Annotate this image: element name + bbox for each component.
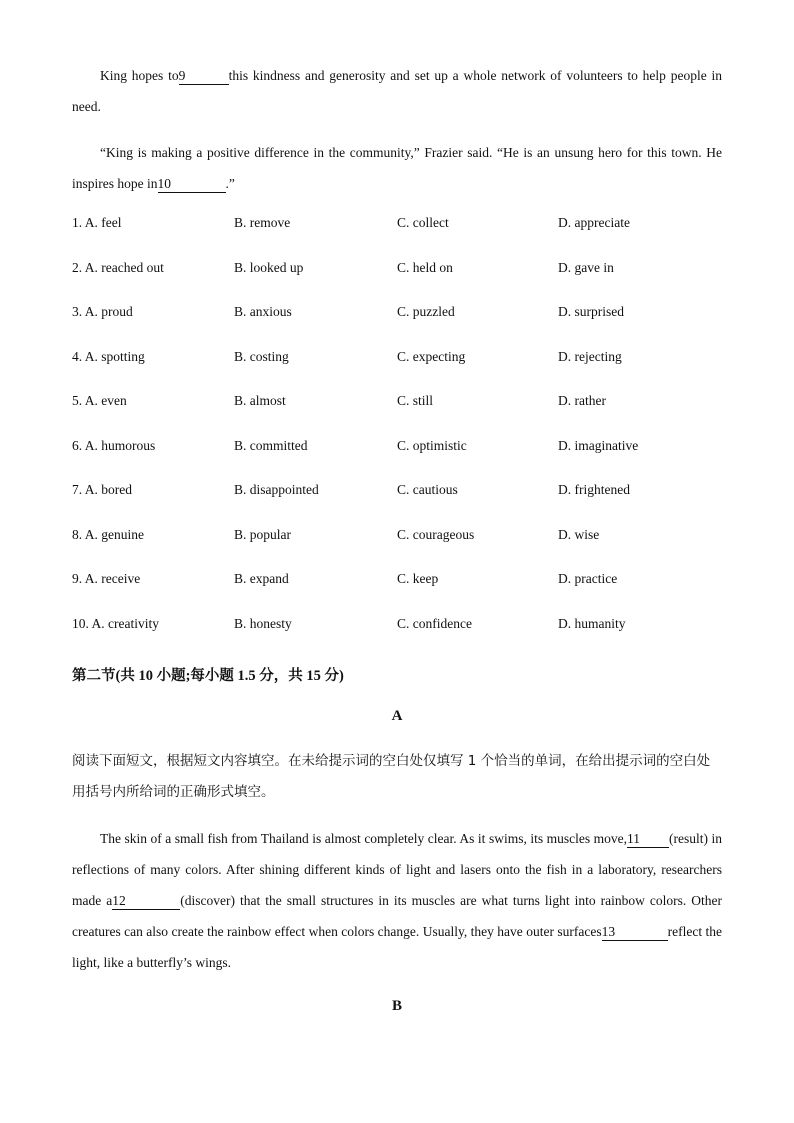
passage-text: The skin of a small fish from Thailand is almost completely clear. As it swims, its muscles move, xyxy=(100,831,627,846)
option-row-4 xyxy=(72,349,722,394)
option-d[interactable]: D. imaginative xyxy=(558,437,639,453)
option-d[interactable]: D. practice xyxy=(558,571,618,586)
option-c[interactable]: C. expecting xyxy=(397,348,466,364)
blank-13[interactable]: 13 xyxy=(602,924,668,941)
passage-text: this kindness and generosity and set up a whole network of volunteers to help people in need. xyxy=(72,68,723,114)
option-d[interactable]: D. wise xyxy=(558,526,600,542)
blank-11[interactable]: 11 xyxy=(627,831,669,848)
option-row-5 xyxy=(72,393,722,438)
option-a[interactable]: 6. A. humorous xyxy=(72,437,156,453)
option-b[interactable]: B. popular xyxy=(234,526,291,542)
option-b[interactable]: B. expand xyxy=(234,571,289,586)
option-b[interactable]: B. honesty xyxy=(234,615,292,631)
option-row-10 xyxy=(72,616,722,661)
option-b[interactable]: B. disappointed xyxy=(234,482,319,497)
answer-options xyxy=(72,215,722,660)
passage-text: .” xyxy=(225,176,235,191)
option-d[interactable]: D. rather xyxy=(558,393,606,408)
option-row-8 xyxy=(72,527,722,572)
option-a[interactable]: 8. A. genuine xyxy=(72,526,144,542)
blank-10[interactable]: 10 xyxy=(158,176,226,193)
option-c[interactable]: C. cautious xyxy=(397,482,458,497)
option-c[interactable]: C. puzzled xyxy=(397,304,455,319)
option-b[interactable]: B. committed xyxy=(234,437,308,453)
option-row-6 xyxy=(72,438,722,483)
passage-text: “King is making a positive difference in the community,” Frazier said. “He is an unsung hero for this town. He inspires hope in xyxy=(72,145,722,191)
option-d[interactable]: D. frightened xyxy=(558,482,630,497)
option-a[interactable]: 3. A. proud xyxy=(72,304,133,319)
blank-12[interactable]: 12 xyxy=(112,893,180,910)
section-heading: 第二节(共 10 小题;每小题 1.5 分，共 15 分) xyxy=(72,668,344,684)
option-b[interactable]: B. looked up xyxy=(234,259,304,275)
option-a[interactable]: 9. A. receive xyxy=(72,571,141,586)
option-row-2 xyxy=(72,260,722,305)
option-d[interactable]: D. appreciate xyxy=(558,215,630,230)
passage-label-a: A xyxy=(391,708,403,724)
option-c[interactable]: C. held on xyxy=(397,259,453,275)
option-row-1 xyxy=(72,215,722,260)
passage-text: (result) in reflections of many colors. After shining different kinds of light and lasers onto the fish in a laboratory, researchers made a xyxy=(72,831,722,908)
option-c[interactable]: C. still xyxy=(397,393,434,408)
passage-text: King hopes to xyxy=(100,68,179,83)
passage-paragraph-1 xyxy=(72,60,722,122)
option-c[interactable]: C. keep xyxy=(397,571,439,586)
passage-label-b: B xyxy=(391,998,402,1014)
instruction-text: 阅读下面短文，根据短文内容填空。在未给提示词的空白处仅填写 1 个恰当的单词，在给出提示词的空白处用括号内所给词的正确形式填空。 xyxy=(72,753,711,800)
passage-text: reflect the light, like a butterfly’s wings. xyxy=(72,924,722,970)
option-d[interactable]: D. rejecting xyxy=(558,348,622,364)
option-a[interactable]: 4. A. spotting xyxy=(72,348,145,364)
option-b[interactable]: B. anxious xyxy=(234,304,292,319)
passage-paragraph-2 xyxy=(72,137,722,199)
option-row-3 xyxy=(72,304,722,349)
option-c[interactable]: C. courageous xyxy=(397,526,475,542)
option-d[interactable]: D. gave in xyxy=(558,259,614,275)
option-c[interactable]: C. collect xyxy=(397,215,449,230)
option-b[interactable]: B. costing xyxy=(234,348,289,364)
option-c[interactable]: C. confidence xyxy=(397,615,472,631)
option-d[interactable]: D. surprised xyxy=(558,304,624,319)
passage-paragraph-a xyxy=(72,823,722,978)
option-a[interactable]: 2. A. reached out xyxy=(72,259,164,275)
option-a[interactable]: 7. A. bored xyxy=(72,482,132,497)
option-a[interactable]: 1. A. feel xyxy=(72,215,122,230)
option-a[interactable]: 5. A. even xyxy=(72,393,127,408)
option-a[interactable]: 10. A. creativity xyxy=(72,615,159,631)
option-d[interactable]: D. humanity xyxy=(558,615,626,631)
option-c[interactable]: C. optimistic xyxy=(397,437,467,453)
option-b[interactable]: B. almost xyxy=(234,393,286,408)
passage-text: (discover) that the small structures in its muscles are what turns light into rainbow colors. Other creatures can also create the rainbow effect when colors change. Usually, they have outer surfaces xyxy=(72,893,722,939)
blank-9[interactable]: 9 xyxy=(179,68,229,85)
option-b[interactable]: B. remove xyxy=(234,215,291,230)
option-row-7 xyxy=(72,482,722,527)
option-row-9 xyxy=(72,571,722,616)
